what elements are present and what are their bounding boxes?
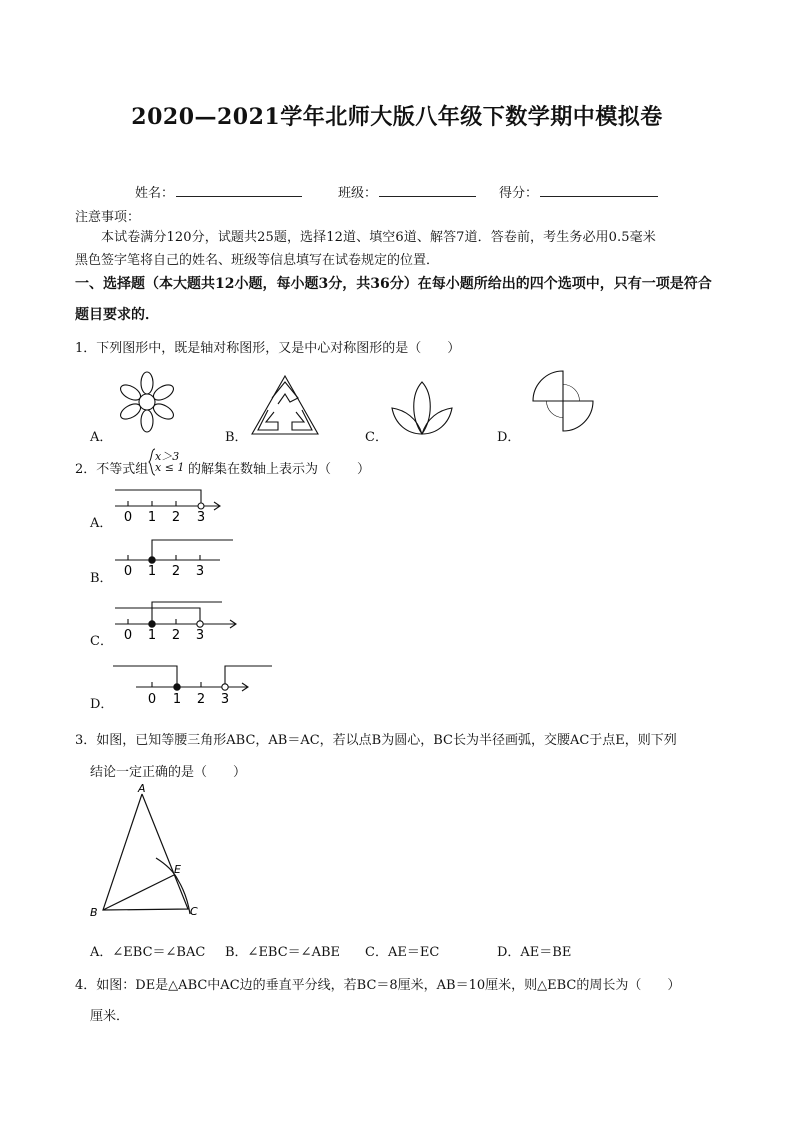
q2-d-tick-1: 1 bbox=[172, 692, 182, 707]
q4-stem-line-2: 厘米． bbox=[90, 1009, 130, 1024]
q2-system-top: x＞3 bbox=[155, 450, 180, 463]
q2-stem-suffix: 的解集在数轴上表示为（ ） bbox=[188, 462, 371, 477]
q2-c-tick-3: 3 bbox=[195, 628, 205, 643]
q3-label-e: E bbox=[174, 863, 181, 876]
q1-option-d[interactable]: D． bbox=[497, 430, 521, 445]
q2-c-tick-0: 0 bbox=[123, 628, 133, 643]
section-heading-line-2: 题目要求的． bbox=[75, 307, 159, 323]
q2-option-c[interactable]: C． bbox=[90, 634, 113, 649]
notes-heading: 注意事项： bbox=[75, 210, 141, 225]
q2-system-bottom: x ≤ 1 bbox=[155, 461, 185, 474]
score-label: 得分： bbox=[499, 186, 539, 201]
notes-line-1: 本试卷满分120分，试题共25题，选择12道、填空6道、解答7道．答卷前，考生务必用0.5毫米 bbox=[101, 230, 656, 245]
q1-stem: 1．下列图形中，既是轴对称图形，又是中心对称图形的是（ ） bbox=[75, 341, 461, 356]
q2-option-a[interactable]: A． bbox=[90, 516, 113, 531]
q1-figure-lotus bbox=[389, 378, 455, 436]
q3-label-b: B bbox=[90, 906, 98, 919]
q2-numberline-c bbox=[110, 598, 240, 642]
q3-stem-line-1: 3．如图，已知等腰三角形ABC，AB＝AC，若以点B为圆心，BC长为半径画弧，交腰AC于点E，则下列 bbox=[75, 733, 677, 748]
class-field[interactable] bbox=[379, 184, 476, 197]
exam-title: 2020—2021学年北师大版八年级下数学期中模拟卷 bbox=[131, 104, 663, 130]
q1-figure-recycle bbox=[250, 374, 320, 436]
q3-label-a: A bbox=[138, 782, 146, 795]
q2-d-tick-2: 2 bbox=[196, 692, 206, 707]
score-field[interactable] bbox=[540, 184, 658, 197]
q2-a-tick-2: 2 bbox=[171, 510, 181, 525]
class-label: 班级： bbox=[338, 186, 378, 201]
q2-d-tick-0: 0 bbox=[147, 692, 157, 707]
q3-option-c[interactable]: C．AE＝EC bbox=[365, 945, 440, 960]
q2-b-tick-3: 3 bbox=[195, 564, 205, 579]
q2-b-tick-1: 1 bbox=[147, 564, 157, 579]
q2-a-tick-3: 3 bbox=[196, 510, 206, 525]
q1-figure-flower bbox=[112, 367, 182, 437]
q2-numberline-a bbox=[110, 484, 230, 524]
q3-option-b[interactable]: B．∠EBC＝∠ABE bbox=[225, 945, 341, 960]
q2-b-tick-2: 2 bbox=[171, 564, 181, 579]
q2-option-d[interactable]: D． bbox=[90, 697, 114, 712]
q2-numberline-d bbox=[110, 660, 280, 708]
q2-b-tick-0: 0 bbox=[123, 564, 133, 579]
name-field[interactable] bbox=[176, 184, 302, 197]
q3-option-d[interactable]: D．AE＝BE bbox=[497, 945, 572, 960]
notes-line-2: 黑色签字笔将自己的姓名、班级等信息填写在试卷规定的位置． bbox=[75, 253, 440, 268]
q2-a-tick-1: 1 bbox=[147, 510, 157, 525]
q2-d-tick-3: 3 bbox=[220, 692, 230, 707]
q2-option-b[interactable]: B． bbox=[90, 571, 113, 586]
q1-option-b[interactable]: B． bbox=[225, 430, 248, 445]
q2-a-tick-0: 0 bbox=[123, 510, 133, 525]
q1-figure-pinwheel bbox=[527, 365, 599, 437]
q4-stem-line-1: 4．如图：DE是△ABC中AC边的垂直平分线，若BC＝8厘米，AB＝10厘米，则△EBC的周长为（ ） bbox=[75, 978, 681, 993]
q1-option-a[interactable]: A． bbox=[90, 430, 113, 445]
name-label: 姓名： bbox=[135, 186, 175, 201]
section-heading-line-1: 一、选择题（本大题共12小题，每小题3分，共36分）在每小题所给出的四个选项中，只有一项是符合 bbox=[75, 276, 712, 292]
q1-option-c[interactable]: C． bbox=[365, 430, 388, 445]
q3-stem-line-2: 结论一定正确的是（ ） bbox=[90, 765, 247, 780]
q2-numberline-b bbox=[110, 536, 240, 578]
q3-label-c: C bbox=[190, 905, 198, 918]
q3-option-a[interactable]: A．∠EBC＝∠BAC bbox=[90, 945, 206, 960]
q2-c-tick-2: 2 bbox=[171, 628, 181, 643]
q2-c-tick-1: 1 bbox=[147, 628, 157, 643]
q3-triangle-figure bbox=[88, 780, 208, 920]
q2-stem-prefix: 2．不等式组 bbox=[75, 462, 149, 477]
